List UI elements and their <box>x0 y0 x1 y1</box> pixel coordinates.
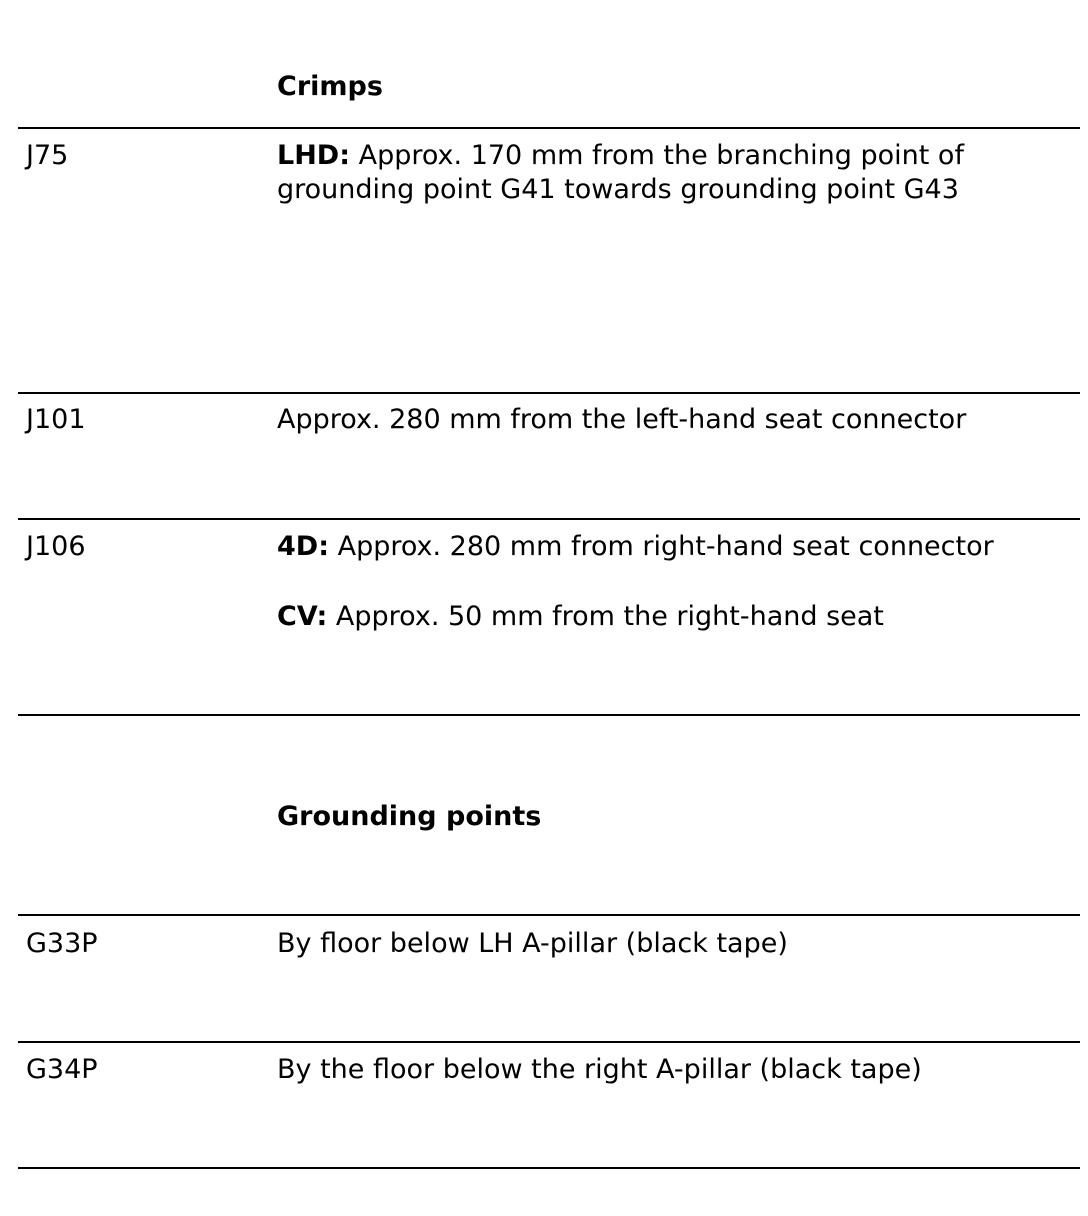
crimp-code-j106: J106 <box>26 531 86 562</box>
crimp-code-j75: J75 <box>26 140 69 171</box>
description-line: Approx. 280 mm from the left-hand seat connector <box>277 404 967 435</box>
description-line: Approx. 50 mm from the right-hand seat <box>335 601 884 632</box>
crimp-description-j106-4d <box>277 530 1067 564</box>
table-divider <box>18 914 1080 916</box>
crimp-description-j106-cv <box>277 600 1067 634</box>
crimp-description-j75 <box>277 139 1067 207</box>
table-divider <box>18 518 1080 520</box>
description-line: Approx. 170 mm from the branching point of <box>358 140 964 171</box>
grounding-code-g34p: G34P <box>26 1054 98 1085</box>
table-divider <box>18 714 1080 716</box>
crimp-description-j101 <box>277 403 1067 437</box>
grounding-description-g34p: By the floor below the right A-pillar (black tape) <box>277 1054 922 1085</box>
variant-prefix-4d: 4D: <box>277 531 329 562</box>
description-line: Approx. 280 mm from right-hand seat connector <box>337 531 994 562</box>
table-divider <box>18 1041 1080 1043</box>
crimps-heading: Crimps <box>277 71 383 102</box>
grounding-description-g33p: By floor below LH A-pillar (black tape) <box>277 928 788 959</box>
variant-prefix-lhd: LHD: <box>277 140 351 171</box>
table-divider <box>18 392 1080 394</box>
description-line: grounding point G41 towards grounding point G43 <box>277 174 959 205</box>
table-divider <box>18 127 1080 129</box>
crimp-code-j101: J101 <box>26 404 86 435</box>
table-divider <box>18 1167 1080 1169</box>
grounding-code-g33p: G33P <box>26 928 98 959</box>
variant-prefix-cv: CV: <box>277 601 328 632</box>
grounding-points-heading: Grounding points <box>277 801 542 832</box>
